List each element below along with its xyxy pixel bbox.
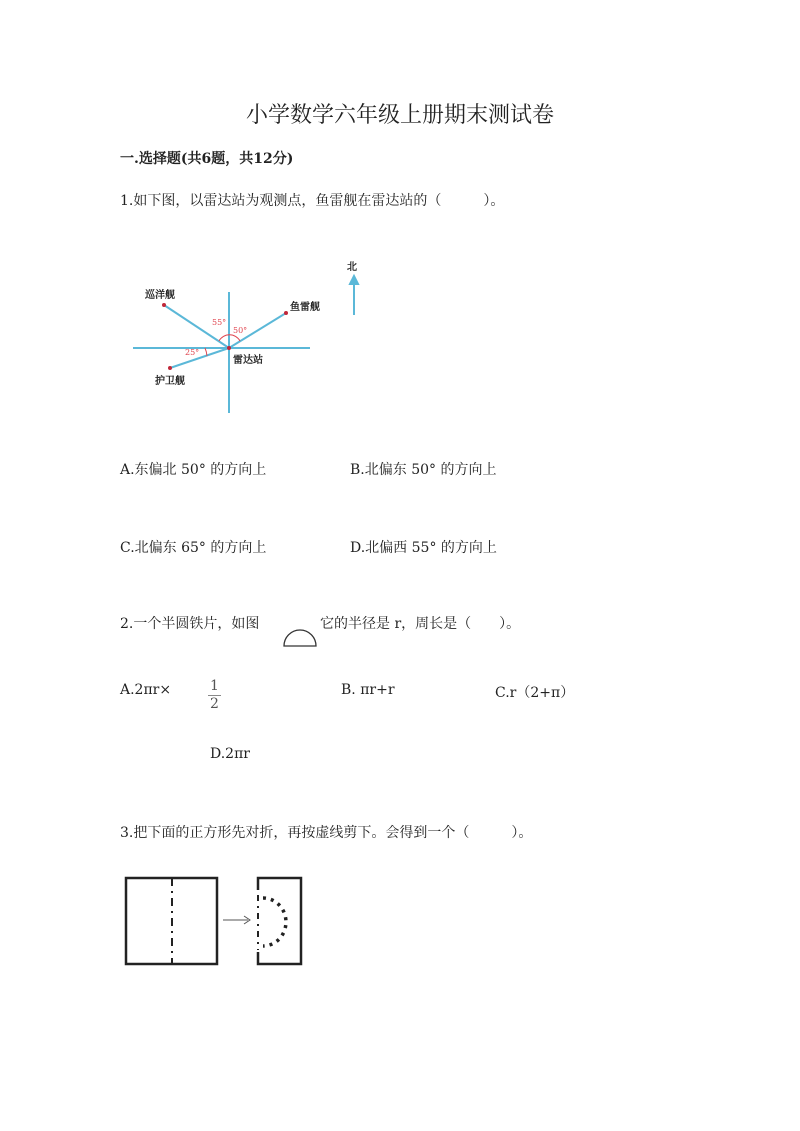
fraction-half (208, 678, 221, 713)
question-1: 1.如下图，以雷达站为观测点，鱼雷舰在雷达站的（ ）。 (120, 193, 505, 209)
question-2-part1: 2.一个半圆铁片，如图 (120, 616, 260, 632)
q1-option-d: D.北偏西 55° 的方向上 (350, 540, 497, 556)
numerator: 1 (210, 678, 219, 694)
angle-50: 50° (233, 326, 248, 335)
q1-option-c: C.北偏东 65° 的方向上 (120, 540, 267, 556)
question-3: 3.把下面的正方形先对折，再按虚线剪下。会得到一个（ ）。 (120, 825, 533, 841)
escort-label: 护卫舰 (155, 376, 185, 387)
fold-figure (126, 878, 301, 964)
semicircle-figure (284, 630, 316, 646)
north-label: 北 (347, 262, 357, 273)
denominator: 2 (210, 696, 219, 712)
q2-option-b: B. πr+r (341, 682, 395, 698)
angle-55: 55° (212, 318, 227, 327)
radar-label: 雷达站 (233, 355, 263, 366)
angle-25: 25° (185, 348, 200, 357)
question-2-part2: 它的半径是 r，周长是（ ）。 (320, 616, 521, 632)
q1-option-a: A.东偏北 50° 的方向上 (120, 462, 267, 478)
cruiser-label: 巡洋舰 (145, 290, 175, 301)
torpedo-label: 鱼雷舰 (290, 302, 320, 313)
section-heading: 一.选择题(共6题，共12分) (120, 151, 294, 167)
q2-option-d: D.2πr (210, 746, 250, 762)
q1-option-b: B.北偏东 50° 的方向上 (350, 462, 497, 478)
page-title: 小学数学六年级上册期末测试卷 (245, 103, 554, 128)
q2-option-c: C.r（2+π） (495, 685, 575, 701)
q2-option-a: A.2πr× (120, 682, 172, 698)
